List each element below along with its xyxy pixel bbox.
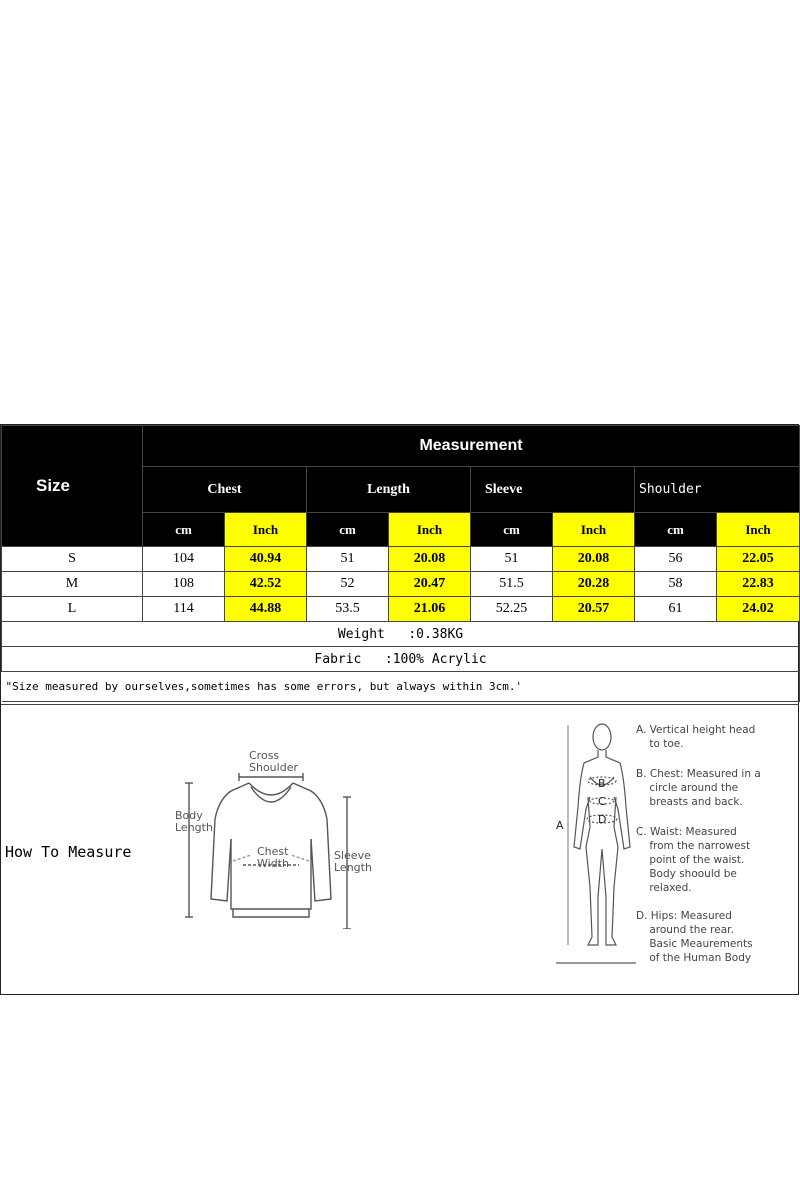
fabric-row: Fabric :100% Acrylic <box>2 647 800 672</box>
unit-inch: Inch <box>225 513 307 547</box>
value-cell: 51 <box>471 547 553 572</box>
value-cell: 42.52 <box>225 572 307 597</box>
value-cell: 58 <box>635 572 717 597</box>
sweater-diagram <box>171 749 381 929</box>
unit-cm: cm <box>143 513 225 547</box>
value-cell: 51 <box>307 547 389 572</box>
unit-cm: cm <box>307 513 389 547</box>
unit-inch: Inch <box>389 513 471 547</box>
value-cell: 22.05 <box>717 547 800 572</box>
measure-text-c: C. Waist: Measured from the narrowest point of the waist. Body shoould be relaxed. <box>636 826 751 894</box>
measure-text-d: D. Hips: Measured around the rear. Basic Meaurements of the Human Body <box>636 910 753 964</box>
size-cell: S <box>2 547 143 572</box>
value-cell: 20.57 <box>553 597 635 622</box>
length-header: Length <box>307 467 471 513</box>
measure-text-b: B. Chest: Measured in a circle around the breasts and back. <box>636 768 761 808</box>
value-cell: 20.47 <box>389 572 471 597</box>
size-cell: L <box>2 597 143 622</box>
size-note: "Size measured by ourselves,sometimes has some errors, but always within 3cm.' <box>2 672 800 702</box>
size-chart <box>0 424 799 995</box>
how-to-measure-section <box>1 704 799 996</box>
value-cell: 108 <box>143 572 225 597</box>
value-cell: 114 <box>143 597 225 622</box>
cross-shoulder-label: Shoulder <box>249 761 298 774</box>
chest-header: Chest <box>143 467 307 513</box>
size-table <box>1 425 800 702</box>
value-cell: 22.83 <box>717 572 800 597</box>
value-cell: 24.02 <box>717 597 800 622</box>
marker-d: D <box>598 813 607 826</box>
marker-c: C <box>598 795 606 808</box>
weight-row: Weight :0.38KG <box>2 622 800 647</box>
unit-cm: cm <box>635 513 717 547</box>
unit-inch: Inch <box>553 513 635 547</box>
chest-width-label: Chest <box>257 845 289 858</box>
body-diagram <box>556 717 796 977</box>
value-cell: 44.88 <box>225 597 307 622</box>
value-cell: 21.06 <box>389 597 471 622</box>
human-body-icon <box>556 717 636 977</box>
sleeve-header: Sleeve <box>471 467 635 513</box>
how-to-measure-label: How To Measure <box>5 843 132 861</box>
sleeve-length-label: Sleeve <box>334 849 371 862</box>
sleeve-length-label: Length <box>334 861 372 874</box>
value-cell: 40.94 <box>225 547 307 572</box>
shoulder-header: Shoulder <box>635 467 800 513</box>
table-row <box>2 547 800 572</box>
value-cell: 104 <box>143 547 225 572</box>
cross-shoulder-label: Cross <box>249 749 280 762</box>
size-cell: M <box>2 572 143 597</box>
measure-text-a: A. Vertical height head to toe. <box>636 724 756 750</box>
unit-inch: Inch <box>717 513 800 547</box>
value-cell: 56 <box>635 547 717 572</box>
marker-b: B <box>598 777 606 790</box>
value-cell: 52 <box>307 572 389 597</box>
measurement-header: Measurement <box>143 426 800 467</box>
size-header: Size <box>2 426 143 547</box>
body-length-label: Length <box>175 821 213 834</box>
table-row <box>2 572 800 597</box>
value-cell: 20.08 <box>389 547 471 572</box>
chest-width-label: Width <box>257 857 289 870</box>
value-cell: 20.08 <box>553 547 635 572</box>
value-cell: 51.5 <box>471 572 553 597</box>
body-length-label: Body <box>175 809 203 822</box>
value-cell: 52.25 <box>471 597 553 622</box>
value-cell: 20.28 <box>553 572 635 597</box>
table-row <box>2 597 800 622</box>
unit-cm: cm <box>471 513 553 547</box>
value-cell: 61 <box>635 597 717 622</box>
marker-a: A <box>556 819 564 832</box>
value-cell: 53.5 <box>307 597 389 622</box>
